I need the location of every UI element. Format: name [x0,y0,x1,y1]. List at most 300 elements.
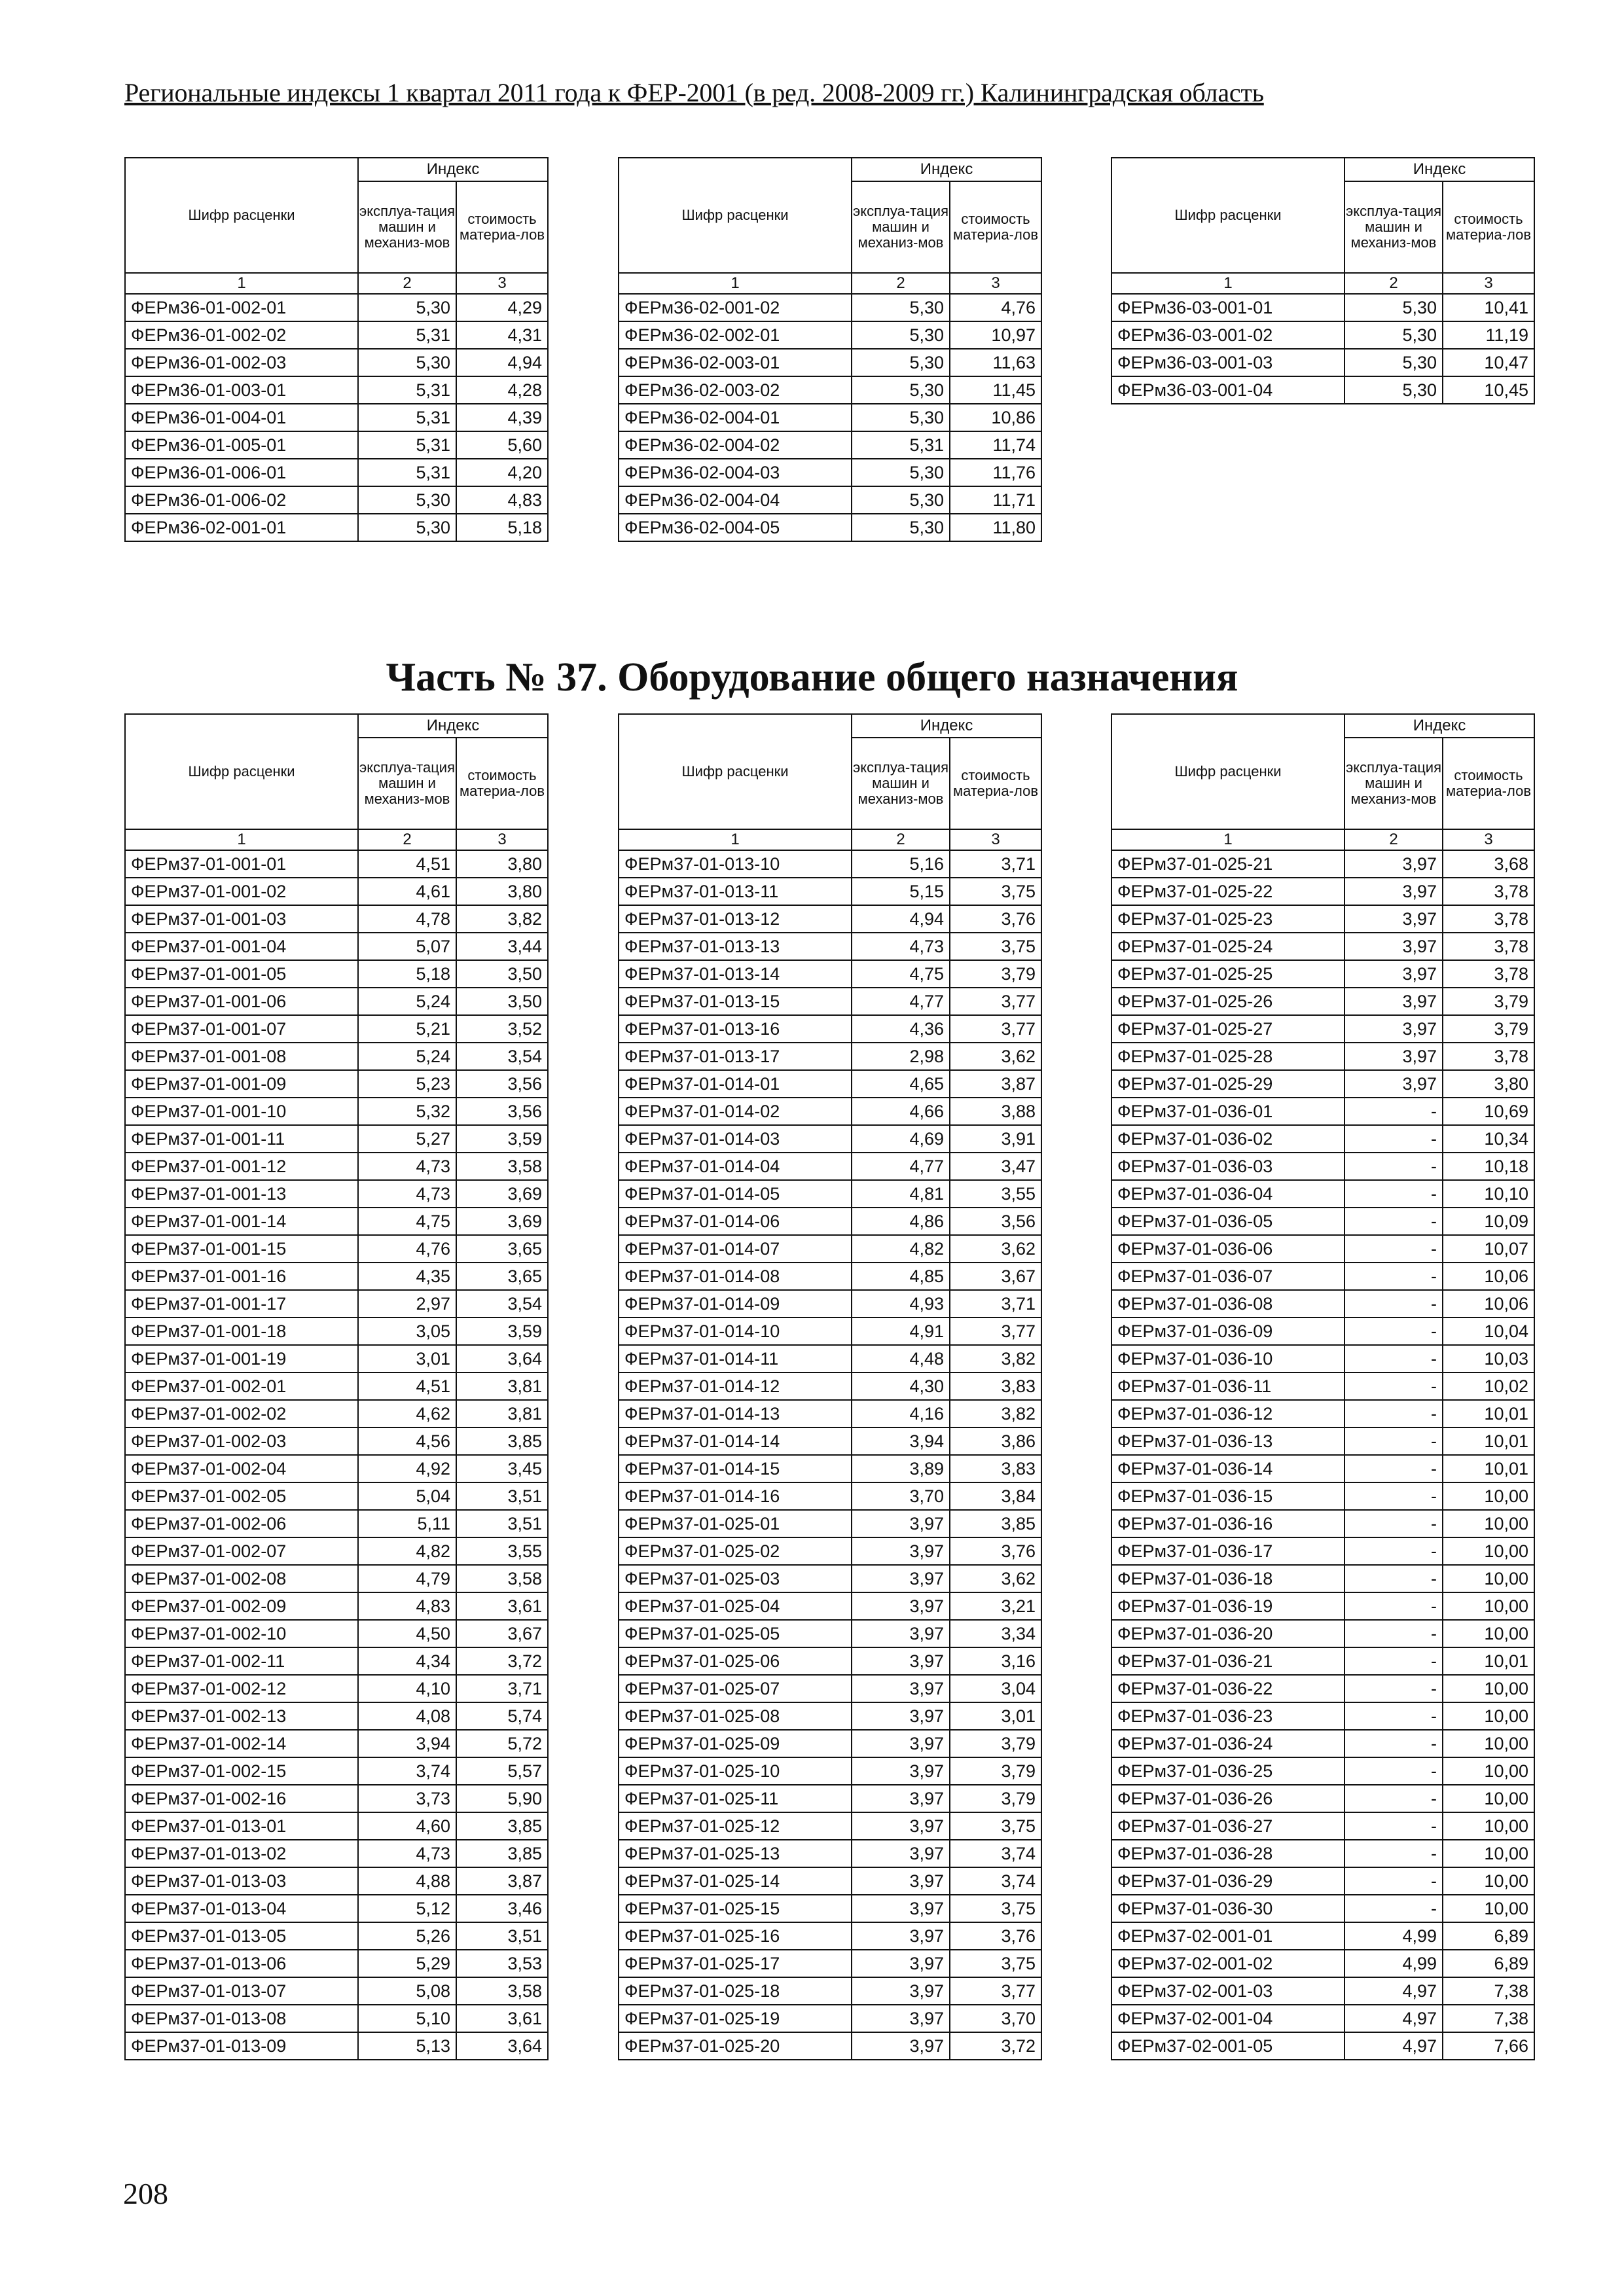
column-number-row [619,829,1041,850]
rate-code: ФЕРм37-02-001-04 [1111,2005,1344,2032]
machinery-index: 5,30 [852,459,950,486]
materials-index: 3,83 [950,1372,1041,1400]
materials-index: 3,65 [456,1263,548,1290]
table-row [1111,1318,1534,1345]
machinery-index: - [1344,1565,1443,1592]
table-row [1111,1180,1534,1208]
machinery-index: 4,16 [852,1400,950,1427]
table-row [619,1757,1041,1785]
machinery-index: 5,29 [358,1950,456,1977]
machinery-index: 4,82 [358,1537,456,1565]
materials-index: 11,71 [950,486,1041,514]
table-row [125,1208,548,1235]
rate-code: ФЕРм36-03-001-03 [1111,349,1344,376]
rate-code: ФЕРм37-01-001-11 [125,1125,358,1153]
machinery-index: 4,79 [358,1565,456,1592]
machinery-index: 2,98 [852,1043,950,1070]
machinery-header: эксплуа-тация машин и механиз-мов [1344,181,1443,273]
table-row [619,1015,1041,1043]
materials-index: 5,74 [456,1702,548,1730]
materials-index: 3,44 [456,933,548,960]
rate-code: ФЕРм37-01-025-13 [619,1840,852,1867]
table-row [125,404,548,431]
rate-code: ФЕРм37-01-014-12 [619,1372,852,1400]
materials-index: 3,65 [456,1235,548,1263]
materials-index: 3,59 [456,1318,548,1345]
table-row [125,1757,548,1785]
column-number: 1 [125,829,358,850]
table-row [619,1125,1041,1153]
machinery-index: 3,97 [1344,878,1443,905]
table-row [619,988,1041,1015]
table-row [619,1290,1041,1318]
rate-code: ФЕРм37-01-036-29 [1111,1867,1344,1895]
machinery-index: 5,30 [1344,321,1443,349]
rate-code: ФЕРм37-01-002-04 [125,1455,358,1482]
materials-index: 3,85 [456,1812,548,1840]
materials-index: 10,00 [1443,1565,1534,1592]
machinery-index: 4,48 [852,1345,950,1372]
machinery-index: 5,24 [358,988,456,1015]
materials-index: 10,01 [1443,1455,1534,1482]
rate-code: ФЕРм37-01-002-07 [125,1537,358,1565]
materials-index: 3,78 [1443,905,1534,933]
machinery-index: 3,73 [358,1785,456,1812]
rate-code: ФЕРм37-01-036-08 [1111,1290,1344,1318]
materials-index: 10,00 [1443,1675,1534,1702]
table-row [619,850,1041,878]
rate-code: ФЕРм37-01-025-25 [1111,960,1344,988]
table-row [1111,1592,1534,1620]
rate-code: ФЕРм37-01-036-21 [1111,1647,1344,1675]
materials-index: 6,89 [1443,1950,1534,1977]
materials-index: 4,20 [456,459,548,486]
machinery-index: 4,73 [852,933,950,960]
machinery-index: - [1344,1098,1443,1125]
materials-index: 3,74 [950,1867,1041,1895]
table-row [125,376,548,404]
machinery-index: 4,51 [358,850,456,878]
machinery-index: 5,30 [358,294,456,321]
machinery-header: эксплуа-тация машин и механиз-мов [358,738,456,829]
rate-code: ФЕРм37-01-014-05 [619,1180,852,1208]
rate-code: ФЕРм37-01-013-08 [125,2005,358,2032]
machinery-index: 5,32 [358,1098,456,1125]
rate-code: ФЕРм37-01-002-12 [125,1675,358,1702]
machinery-header: эксплуа-тация машин и механиз-мов [1344,738,1443,829]
materials-index: 3,76 [950,905,1041,933]
column-number: 3 [456,273,548,294]
index-table-bottom-3 [1111,713,1535,2060]
rate-code: ФЕРм37-01-036-16 [1111,1510,1344,1537]
machinery-index: - [1344,1620,1443,1647]
table-row [619,1675,1041,1702]
rate-code: ФЕРм36-01-002-03 [125,349,358,376]
table-row [619,878,1041,905]
machinery-index: 3,97 [852,1675,950,1702]
rate-code: ФЕРм37-01-025-16 [619,1922,852,1950]
machinery-index: 4,35 [358,1263,456,1290]
rate-code: ФЕРм37-01-025-20 [619,2032,852,2060]
materials-index: 3,71 [950,850,1041,878]
rate-code: ФЕРм37-01-025-27 [1111,1015,1344,1043]
machinery-index: 3,97 [1344,933,1443,960]
machinery-index: 5,30 [1344,349,1443,376]
materials-index: 10,45 [1443,376,1534,404]
table-row [1111,1647,1534,1675]
table-row [125,1153,548,1180]
machinery-index: 3,97 [852,1730,950,1757]
machinery-index: 4,97 [1344,1977,1443,2005]
machinery-index: - [1344,1895,1443,1922]
machinery-index: 4,86 [852,1208,950,1235]
table-row [1111,1895,1534,1922]
table-row [619,294,1041,321]
rate-code: ФЕРм37-01-036-09 [1111,1318,1344,1345]
code-header: Шифр расценки [125,158,358,273]
table-row [619,1977,1041,2005]
rate-code: ФЕРм37-01-036-27 [1111,1812,1344,1840]
machinery-index: - [1344,1757,1443,1785]
materials-index: 3,64 [456,2032,548,2060]
machinery-index: 5,30 [852,321,950,349]
machinery-index: 5,10 [358,2005,456,2032]
materials-index: 3,56 [456,1098,548,1125]
machinery-index: 5,30 [358,486,456,514]
table-row [1111,2005,1534,2032]
header-row [125,714,548,738]
materials-index: 3,55 [456,1537,548,1565]
column-number: 1 [125,273,358,294]
table-row [125,1537,548,1565]
index-table-top-3 [1111,157,1535,404]
machinery-index: 4,50 [358,1620,456,1647]
materials-index: 3,76 [950,1537,1041,1565]
materials-index: 10,34 [1443,1125,1534,1153]
table-row [125,1015,548,1043]
rate-code: ФЕРм37-01-036-17 [1111,1537,1344,1565]
column-number: 3 [950,829,1041,850]
table-row [1111,321,1534,349]
table-row [619,1840,1041,1867]
rate-code: ФЕРм37-01-001-03 [125,905,358,933]
rate-code: ФЕРм37-01-036-03 [1111,1153,1344,1180]
table-row [125,1427,548,1455]
table-row [1111,1977,1534,2005]
table-row [619,1098,1041,1125]
rate-code: ФЕРм37-01-036-05 [1111,1208,1344,1235]
index-header: Индекс [1344,158,1534,181]
rate-code: ФЕРм37-01-014-10 [619,1318,852,1345]
materials-index: 3,56 [950,1208,1041,1235]
machinery-index: 4,60 [358,1812,456,1840]
table-row [125,1510,548,1537]
materials-index: 3,86 [950,1427,1041,1455]
materials-index: 3,87 [950,1070,1041,1098]
machinery-index: 3,97 [1344,960,1443,988]
machinery-index: 4,94 [852,905,950,933]
rate-code: ФЕРм37-01-002-16 [125,1785,358,1812]
materials-index: 3,16 [950,1647,1041,1675]
rate-code: ФЕРм37-01-036-25 [1111,1757,1344,1785]
materials-index: 3,58 [456,1153,548,1180]
materials-index: 4,94 [456,349,548,376]
materials-index: 10,06 [1443,1263,1534,1290]
table-row [1111,850,1534,878]
table-row [125,878,548,905]
materials-index: 3,58 [456,1565,548,1592]
materials-index: 3,85 [456,1427,548,1455]
table-row [619,1730,1041,1757]
rate-code: ФЕРм37-01-025-11 [619,1785,852,1812]
materials-index: 3,79 [950,1757,1041,1785]
column-number: 1 [1111,273,1344,294]
materials-index: 3,78 [1443,960,1534,988]
index-header: Индекс [1344,714,1534,738]
materials-index: 11,63 [950,349,1041,376]
table-row [619,1180,1041,1208]
table-row [1111,1757,1534,1785]
table-row [125,1345,548,1372]
machinery-index: 4,10 [358,1675,456,1702]
machinery-index: 5,30 [852,294,950,321]
rate-code: ФЕРм37-01-014-02 [619,1098,852,1125]
materials-index: 3,45 [456,1455,548,1482]
table-row [619,1647,1041,1675]
table-row [619,1043,1041,1070]
rate-code: ФЕРм37-01-014-01 [619,1070,852,1098]
machinery-index: 3,97 [1344,905,1443,933]
materials-index: 3,78 [1443,1043,1534,1070]
machinery-index: - [1344,1318,1443,1345]
code-header: Шифр расценки [125,714,358,829]
materials-index: 6,89 [1443,1922,1534,1950]
rate-code: ФЕРм37-01-002-08 [125,1565,358,1592]
rate-code: ФЕРм37-01-002-01 [125,1372,358,1400]
machinery-index: 5,27 [358,1125,456,1153]
table-row [619,431,1041,459]
rate-code: ФЕРм37-01-025-26 [1111,988,1344,1015]
rate-code: ФЕРм37-01-013-06 [125,1950,358,1977]
materials-index: 3,91 [950,1125,1041,1153]
rate-code: ФЕРм36-01-005-01 [125,431,358,459]
machinery-index: - [1344,1427,1443,1455]
table-row [1111,1263,1534,1290]
rate-code: ФЕРм37-01-013-07 [125,1977,358,2005]
index-header: Индекс [852,158,1041,181]
materials-index: 10,07 [1443,1235,1534,1263]
materials-index: 3,80 [456,850,548,878]
column-number: 1 [619,829,852,850]
header-row [1111,158,1534,181]
rate-code: ФЕРм36-02-004-01 [619,404,852,431]
materials-index: 3,62 [950,1043,1041,1070]
materials-index: 10,69 [1443,1098,1534,1125]
table-row [125,1455,548,1482]
machinery-index: 5,30 [852,514,950,541]
rate-code: ФЕРм37-01-036-30 [1111,1895,1344,1922]
machinery-index: 5,30 [852,376,950,404]
materials-index: 3,74 [950,1840,1041,1867]
materials-header: стоимость материа-лов [456,738,548,829]
rate-code: ФЕРм37-01-001-07 [125,1015,358,1043]
table-row [125,1125,548,1153]
materials-index: 3,82 [950,1400,1041,1427]
materials-index: 3,69 [456,1180,548,1208]
table-row [125,349,548,376]
materials-index: 3,70 [950,2005,1041,2032]
rate-code: ФЕРм37-01-025-18 [619,1977,852,2005]
column-number: 1 [1111,829,1344,850]
materials-index: 4,28 [456,376,548,404]
table-row [125,1290,548,1318]
materials-index: 7,38 [1443,2005,1534,2032]
materials-index: 3,54 [456,1043,548,1070]
materials-index: 3,51 [456,1482,548,1510]
machinery-index: 3,97 [852,1620,950,1647]
materials-index: 3,79 [950,960,1041,988]
machinery-index: - [1344,1180,1443,1208]
rate-code: ФЕРм37-01-025-06 [619,1647,852,1675]
rate-code: ФЕРм37-01-001-19 [125,1345,358,1372]
machinery-index: 5,30 [852,404,950,431]
materials-index: 3,04 [950,1675,1041,1702]
table-row [1111,2032,1534,2060]
rate-code: ФЕРм37-01-013-17 [619,1043,852,1070]
table-row [619,2005,1041,2032]
rate-code: ФЕРм37-01-025-05 [619,1620,852,1647]
materials-index: 3,54 [456,1290,548,1318]
materials-index: 3,75 [950,1812,1041,1840]
materials-index: 3,71 [456,1675,548,1702]
table-row [1111,1675,1534,1702]
table-row [619,1867,1041,1895]
materials-index: 3,85 [456,1840,548,1867]
rate-code: ФЕРм37-01-013-11 [619,878,852,905]
rate-code: ФЕРм37-01-001-09 [125,1070,358,1098]
machinery-index: 3,97 [1344,1043,1443,1070]
column-number: 3 [456,829,548,850]
materials-index: 10,00 [1443,1702,1534,1730]
table-row [1111,1125,1534,1153]
table-row [1111,1153,1534,1180]
rate-code: ФЕРм37-01-013-04 [125,1895,358,1922]
machinery-index: 3,97 [852,1867,950,1895]
table-row [125,2032,548,2060]
machinery-index: 4,66 [852,1098,950,1125]
materials-header: стоимость материа-лов [950,738,1041,829]
table-row [1111,1070,1534,1098]
rate-code: ФЕРм37-01-013-10 [619,850,852,878]
rate-code: ФЕРм37-01-014-04 [619,1153,852,1180]
table-row [1111,1950,1534,1977]
table-row [619,1922,1041,1950]
header-row [619,714,1041,738]
table-row [125,431,548,459]
machinery-index: 4,65 [852,1070,950,1098]
materials-index: 3,87 [456,1867,548,1895]
machinery-index: - [1344,1537,1443,1565]
machinery-index: 4,92 [358,1455,456,1482]
column-number-row [619,273,1041,294]
rate-code: ФЕРм36-02-004-02 [619,431,852,459]
machinery-index: 4,08 [358,1702,456,1730]
machinery-index: 4,91 [852,1318,950,1345]
rate-code: ФЕРм37-01-001-17 [125,1290,358,1318]
materials-index: 3,84 [950,1482,1041,1510]
machinery-header: эксплуа-тация машин и механиз-мов [358,181,456,273]
materials-index: 3,83 [950,1455,1041,1482]
column-number-row [125,829,548,850]
rate-code: ФЕРм37-01-036-07 [1111,1263,1344,1290]
machinery-index: 5,18 [358,960,456,988]
table-row [1111,1510,1534,1537]
rate-code: ФЕРм37-02-001-01 [1111,1922,1344,1950]
machinery-index: 4,97 [1344,2005,1443,2032]
table-row [1111,349,1534,376]
rate-code: ФЕРм37-01-013-12 [619,905,852,933]
table-row [125,2005,548,2032]
table-row [619,1070,1041,1098]
materials-index: 3,81 [456,1372,548,1400]
table-row [1111,1702,1534,1730]
materials-index: 3,75 [950,878,1041,905]
materials-index: 4,76 [950,294,1041,321]
table-row [125,1922,548,1950]
materials-index: 3,51 [456,1510,548,1537]
column-number: 2 [358,273,456,294]
machinery-index: - [1344,1290,1443,1318]
rate-code: ФЕРм37-01-001-01 [125,850,358,878]
rate-code: ФЕРм37-01-002-11 [125,1647,358,1675]
materials-index: 3,79 [1443,1015,1534,1043]
machinery-index: 5,31 [852,431,950,459]
machinery-index: 3,97 [852,1950,950,1977]
rate-code: ФЕРм37-01-002-02 [125,1400,358,1427]
machinery-index: 4,76 [358,1235,456,1263]
machinery-index: - [1344,1730,1443,1757]
table-row [1111,960,1534,988]
materials-index: 3,68 [1443,850,1534,878]
table-row [619,376,1041,404]
rate-code: ФЕРм37-01-001-15 [125,1235,358,1263]
table-row [619,1510,1041,1537]
materials-index: 3,78 [1443,933,1534,960]
column-number: 3 [1443,829,1534,850]
rate-code: ФЕРм37-01-013-15 [619,988,852,1015]
machinery-index: 4,61 [358,878,456,905]
rate-code: ФЕРм37-01-013-09 [125,2032,358,2060]
materials-index: 10,00 [1443,1537,1534,1565]
machinery-index: 4,82 [852,1235,950,1263]
materials-index: 4,31 [456,321,548,349]
rate-code: ФЕРм37-01-013-03 [125,1867,358,1895]
materials-index: 3,77 [950,1015,1041,1043]
machinery-index: 3,74 [358,1757,456,1785]
materials-index: 4,83 [456,486,548,514]
materials-index: 3,50 [456,960,548,988]
rate-code: ФЕРм36-01-004-01 [125,404,358,431]
machinery-index: 4,51 [358,1372,456,1400]
code-header: Шифр расценки [619,158,852,273]
table-row [1111,933,1534,960]
machinery-index: 5,31 [358,459,456,486]
rate-code: ФЕРм37-01-025-21 [1111,850,1344,878]
machinery-index: 4,78 [358,905,456,933]
rate-code: ФЕРм37-01-013-01 [125,1812,358,1840]
table-row [125,1702,548,1730]
table-row [1111,988,1534,1015]
